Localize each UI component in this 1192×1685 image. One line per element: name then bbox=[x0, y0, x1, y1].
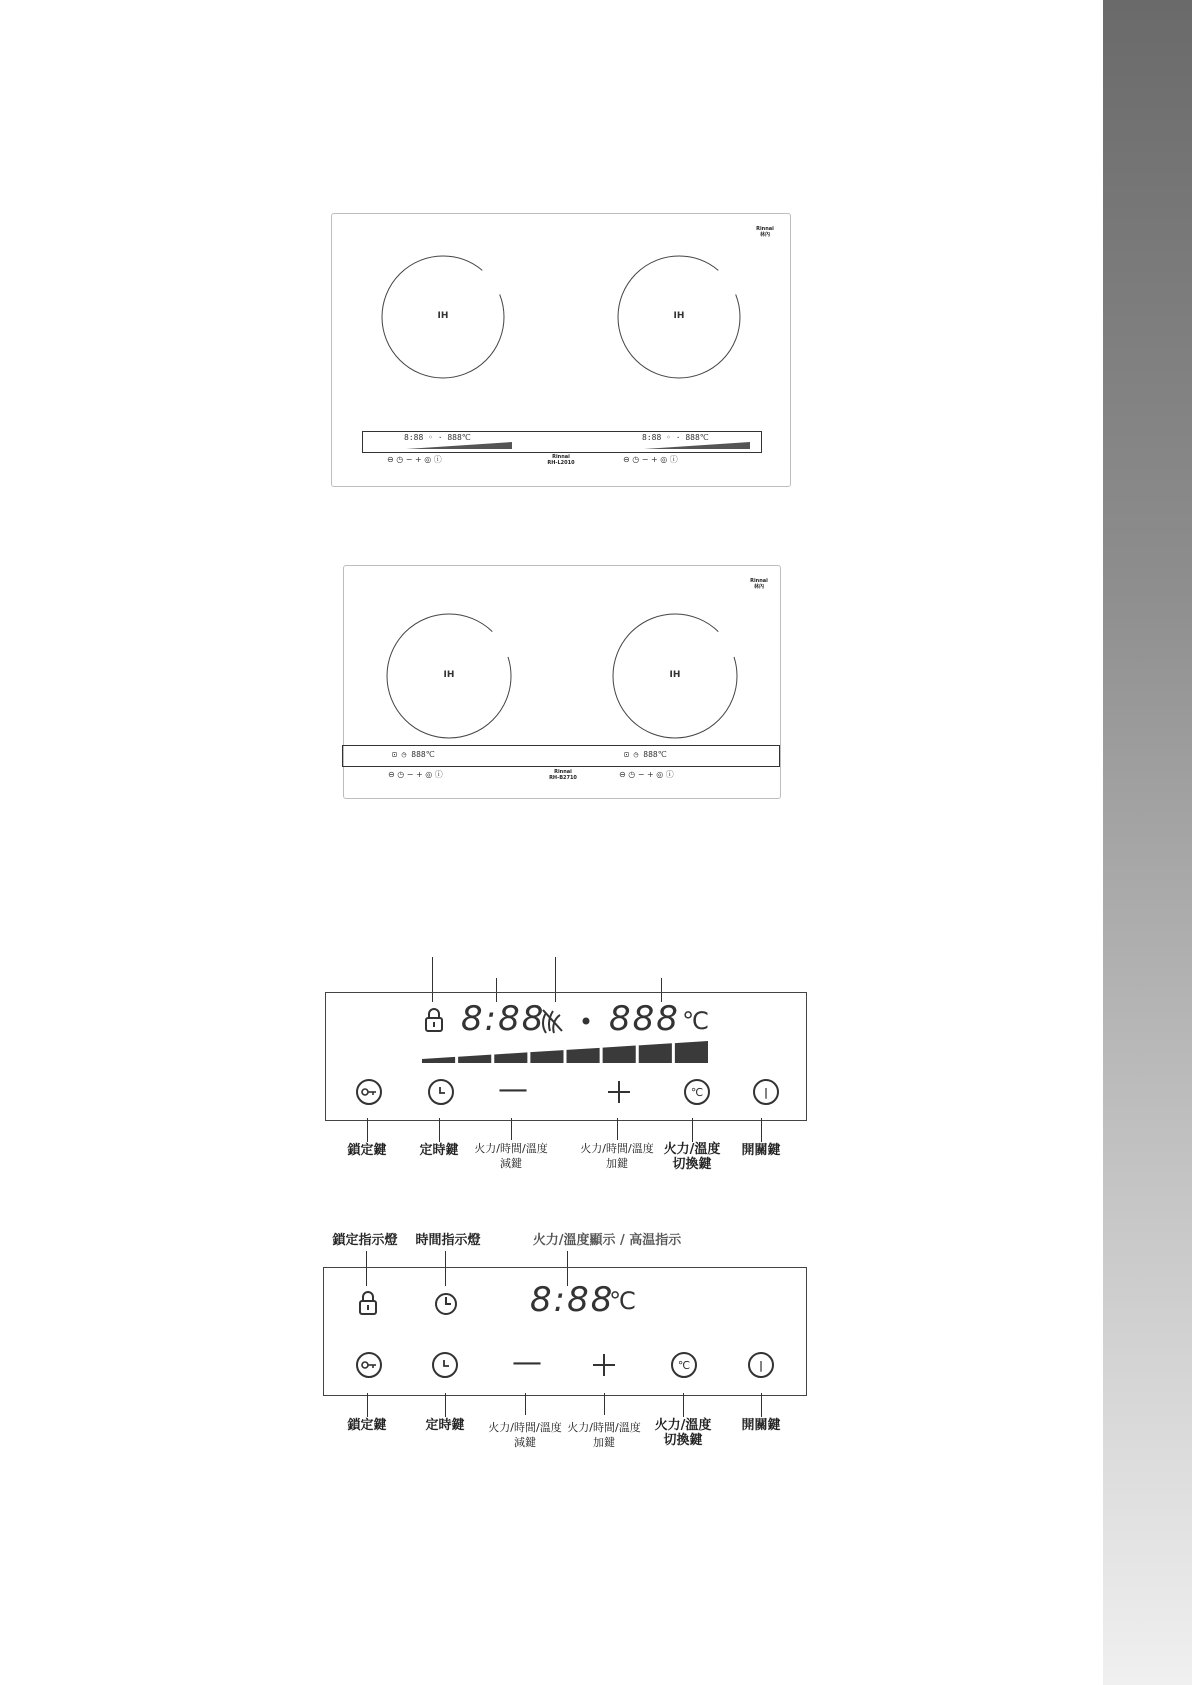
level-segment bbox=[494, 1052, 527, 1063]
level-segment bbox=[639, 1043, 672, 1063]
leader-line bbox=[525, 1393, 526, 1415]
level-segment bbox=[530, 1050, 563, 1063]
keys-left: ⊖ ◷ − + ◎ ⓘ bbox=[387, 455, 442, 464]
lock-key[interactable] bbox=[356, 1079, 382, 1105]
control-panel-2 bbox=[323, 1267, 807, 1396]
power-key-label: 開關鍵 bbox=[741, 1143, 781, 1158]
leader-line bbox=[692, 1118, 693, 1142]
timer-key[interactable] bbox=[432, 1352, 458, 1378]
minus-key[interactable]: — bbox=[512, 1345, 542, 1380]
temperature-display: 888 bbox=[609, 999, 680, 1039]
leader-line bbox=[617, 1118, 618, 1140]
leader-line bbox=[683, 1393, 684, 1417]
switch-key-label: 火力/溫度 切換鍵 bbox=[654, 1418, 712, 1448]
control-panel-1 bbox=[325, 992, 807, 1121]
leader-line bbox=[439, 1118, 440, 1142]
plus-key[interactable] bbox=[608, 1081, 630, 1103]
high-temp-hand-icon bbox=[540, 1007, 566, 1035]
plus-key-label: 火力/時間/溫度 加鍵 bbox=[567, 1421, 641, 1449]
lock-indicator-icon bbox=[424, 1007, 444, 1033]
celsius-unit: ℃ bbox=[609, 1287, 636, 1315]
zone-label: IH bbox=[669, 670, 681, 680]
page-edge-tab bbox=[1103, 0, 1192, 1685]
time-indicator-icon bbox=[434, 1292, 458, 1316]
zone-label: IH bbox=[443, 670, 455, 680]
minus-key-label: 火力/時間/溫度 減鍵 bbox=[488, 1421, 562, 1449]
plus-key[interactable] bbox=[593, 1354, 615, 1376]
timer-display: 8:88 bbox=[461, 999, 546, 1039]
cooking-zone-left bbox=[380, 254, 506, 380]
celsius-unit: ℃ bbox=[682, 1007, 709, 1035]
level-segment bbox=[422, 1057, 455, 1063]
power-key[interactable] bbox=[753, 1079, 779, 1105]
display-readout-right: 8:88 ◦ · 888℃ bbox=[642, 433, 709, 442]
lock-key-label: 鎖定鍵 bbox=[347, 1418, 387, 1433]
power-key-label: 開關鍵 bbox=[741, 1418, 781, 1433]
fire-temp-switch-key[interactable] bbox=[684, 1079, 710, 1105]
separator-dot-icon bbox=[582, 1017, 590, 1025]
cooking-zone-right bbox=[611, 612, 739, 740]
zone-label: IH bbox=[673, 311, 685, 321]
cooktop-illustration-2 bbox=[343, 565, 781, 799]
cooktop-illustration-1 bbox=[331, 213, 791, 487]
display-indicator-label: 火力/溫度顯示 / 高温指示 bbox=[532, 1233, 682, 1248]
display-readout-right: ⊡ ◷ 888℃ bbox=[624, 750, 667, 759]
brand-logo: Rinnai 林內 bbox=[756, 226, 774, 238]
lock-key[interactable] bbox=[356, 1352, 382, 1378]
timer-key-label: 定時鍵 bbox=[419, 1143, 459, 1158]
power-level-bar bbox=[422, 1041, 708, 1063]
leader-line bbox=[367, 1118, 368, 1142]
center-logo: Rinnai RH-L2010 bbox=[547, 454, 575, 466]
leader-line bbox=[511, 1118, 512, 1140]
fire-temp-switch-key[interactable] bbox=[671, 1352, 697, 1378]
switch-key-label: 火力/溫度 切換鍵 bbox=[663, 1142, 721, 1172]
time-indicator-label: 時間指示燈 bbox=[415, 1233, 481, 1248]
clock-icon bbox=[438, 1358, 452, 1372]
key-icon bbox=[361, 1360, 377, 1370]
main-display: 8:88 bbox=[530, 1280, 615, 1320]
level-segment bbox=[603, 1046, 636, 1063]
brand-logo: Rinnai 林內 bbox=[750, 578, 768, 590]
display-readout-left: 8:88 ◦ · 888℃ bbox=[404, 433, 471, 442]
center-logo: Rinnai RH-B2710 bbox=[549, 769, 577, 781]
power-icon: | bbox=[758, 1358, 764, 1372]
keys-left: ⊖ ◷ − + ◎ ⓘ bbox=[388, 770, 443, 779]
level-segment bbox=[675, 1041, 708, 1063]
leader-line bbox=[761, 1393, 762, 1417]
level-segment bbox=[567, 1048, 600, 1063]
clock-icon bbox=[434, 1085, 448, 1099]
minus-key[interactable]: — bbox=[498, 1072, 528, 1107]
leader-line bbox=[761, 1118, 762, 1142]
celsius-icon: ℃ bbox=[677, 1358, 691, 1372]
timer-key[interactable] bbox=[428, 1079, 454, 1105]
keys-right: ⊖ ◷ − + ◎ ⓘ bbox=[619, 770, 674, 779]
celsius-icon: ℃ bbox=[690, 1085, 704, 1099]
lock-key-label: 鎖定鍵 bbox=[347, 1143, 387, 1158]
keys-right: ⊖ ◷ − + ◎ ⓘ bbox=[623, 455, 678, 464]
power-level-bar-right bbox=[644, 442, 750, 450]
lock-indicator-label: 鎖定指示燈 bbox=[332, 1233, 398, 1248]
timer-key-label: 定時鍵 bbox=[425, 1418, 465, 1433]
zone-label: IH bbox=[437, 311, 449, 321]
display-readout-left: ⊡ ◷ 888℃ bbox=[392, 750, 435, 759]
plus-key-label: 火力/時間/溫度 加鍵 bbox=[580, 1142, 654, 1170]
level-segment bbox=[458, 1055, 491, 1063]
lock-indicator-icon bbox=[358, 1290, 378, 1316]
cooking-zone-right bbox=[616, 254, 742, 380]
leader-line bbox=[367, 1393, 368, 1417]
minus-key-label: 火力/時間/溫度 減鍵 bbox=[474, 1142, 548, 1170]
leader-line bbox=[445, 1393, 446, 1417]
power-level-bar-left bbox=[406, 442, 512, 450]
key-icon bbox=[361, 1087, 377, 1097]
power-key[interactable] bbox=[748, 1352, 774, 1378]
cooking-zone-left bbox=[385, 612, 513, 740]
power-icon: | bbox=[763, 1085, 769, 1099]
leader-line bbox=[604, 1393, 605, 1415]
